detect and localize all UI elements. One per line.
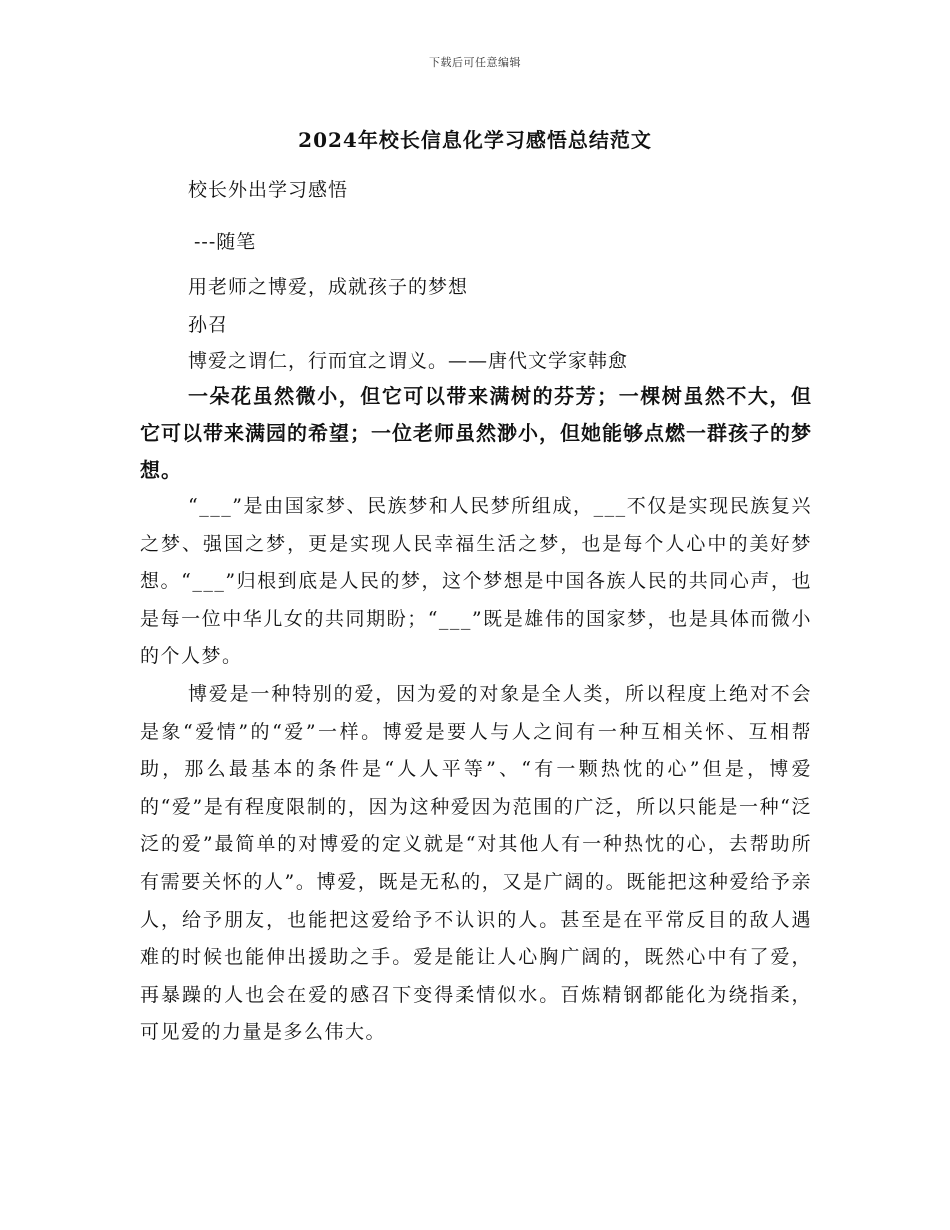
essay-type: ---随笔 — [194, 231, 257, 253]
paragraph-2: 博爱是一种特别的爱，因为爱的对象是全人类，所以程度上绝对不会是象“爱情”的“爱”一样。博爱是要人与人之间有一种互相关怀、互相帮助，那么最基本的条件是“人人平等”、“有一颗热忱的心”但是，博爱的“爱”是有程度限制的，因为这种爱因为范围的广泛，所以只能是一种“泛泛的爱”最简单的对博爱的定义就是“对其他人有一种热忱的心，去帮助所有需要关怀的人”。博爱，既是无私的，又是广阔的。既能把这种爱给予亲人，给予朋友，也能把这爱给予不认识的人。甚至是在平常反目的敌人遇难的时候也能伸出援助之手。爱是能让人心胸广阔的，既然心中有了爱，再暴躁的人也会在爱的感召下变得柔情似水。百炼精钢都能化为绕指柔，可见爱的力量是多么伟大。 — [140, 683, 812, 1044]
epigraph-quote: 博爱之谓仁，行而宜之谓义。——唐代文学家韩愈 — [188, 350, 629, 372]
paragraph-1: “___”是由国家梦、民族梦和人民梦所组成，___不仅是实现民族复兴之梦、强国之梦，更是实现人民幸福生活之梦，也是每个人心中的美好梦想。“___”归根到底是人民的梦，这个梦想是中国各族人民的共同心声，也是每一位中华儿女的共同期盼；“___”既是雄伟的国家梦，也是具体而微小的个人梦。 — [140, 495, 812, 668]
author: 孙召 — [188, 314, 229, 336]
page-title: 2024年校长信息化学习感悟总结范文 — [298, 128, 652, 152]
header-note: 下载后可任意编辑 — [429, 56, 521, 69]
intro-paragraph: 一朵花虽然微小，但它可以带来满树的芬芳；一棵树虽然不大，但它可以带来满园的希望；一位老师虽然渺小，但她能够点燃一群孩子的梦想。 — [140, 384, 812, 482]
essay-title: 用老师之博爱，成就孩子的梦想 — [188, 276, 469, 298]
subtitle: 校长外出学习感悟 — [188, 179, 349, 201]
